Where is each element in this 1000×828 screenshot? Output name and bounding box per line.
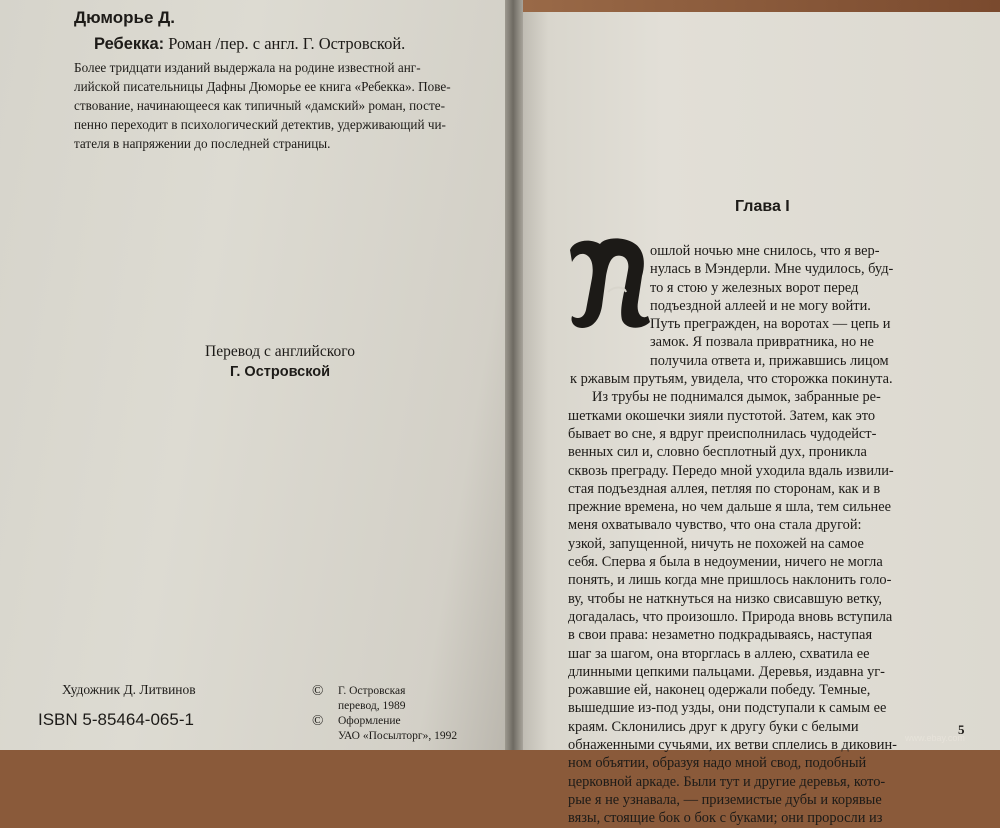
text-line: вязы, стоящие бок о бок с буками; они проросли из	[568, 810, 883, 827]
annotation-line: ствование, начинающееся как типичный «дамский» роман, посте-	[74, 98, 445, 113]
text-line: сквозь преграду. Передо мной уходила вдаль извили-	[568, 462, 894, 479]
text-line: узкой, запущенной, ничуть не похожей на самое	[568, 535, 864, 552]
annotation	[74, 58, 494, 153]
text-line: вышедшие из-под узды, они подступали к самым ее	[568, 700, 887, 717]
author-name: Дюморье Д.	[74, 8, 175, 27]
copyright-line: Г. Островская	[338, 685, 406, 697]
copyright-line: УАО «Посылторг», 1992	[338, 730, 458, 742]
page-number: 5	[958, 722, 965, 737]
text-line: нулась в Мэндерли. Мне чудилось, буд-	[650, 261, 894, 278]
text-line: меня охватывало чувство, что она стала другой:	[568, 517, 862, 534]
chapter-heading: Глава I	[735, 198, 790, 215]
annotation-line: лийской писательницы Дафны Дюморье ее книга «Ребекка». Пове-	[74, 79, 451, 94]
text-line: понять, и лишь когда мне пришлось наклонить голо-	[568, 572, 892, 589]
text-line: замок. Я позвала привратника, но не	[650, 334, 874, 351]
copyright-line: Оформление	[338, 715, 401, 727]
text-line: шаг за шагом, она вторглась в аллею, схватила ее	[568, 645, 870, 662]
copyright-icon: ©	[312, 683, 324, 699]
text-line: стая подъездная аллея, петляя по сторонам, как и в	[568, 480, 881, 497]
copyright-entry	[312, 714, 457, 744]
text-line: себя. Сперва я была в недоумении, ничего не могла	[568, 554, 883, 571]
copyright-entry	[312, 684, 457, 714]
copyright-block	[312, 684, 457, 744]
text-line: краям. Склонились друг к другу буки с белыми	[568, 718, 859, 735]
text-line: в свои права: незаметно подкрадываясь, наступая	[568, 627, 873, 644]
text-line: венных сил и, словно бесплотный дух, проникла	[568, 444, 867, 461]
book-gutter	[505, 0, 523, 750]
text-line: то я стою у железных ворот перед	[650, 279, 859, 296]
translation-credit	[160, 342, 400, 382]
watermark: www.ebay.com	[905, 733, 965, 743]
text-line: к ржавым прутьям, увидела, что сторожка покинута.	[570, 371, 893, 388]
book-title-line	[94, 34, 405, 54]
copyright-icon: ©	[312, 713, 324, 729]
text-line: шетками окошечки зияли пустотой. Затем, как это	[568, 407, 876, 424]
text-line: обнаженными сучьями, их ветви сплелись в диковин-	[568, 737, 897, 754]
text-line: прежние времена, но чем дальше я шла, тем сильнее	[568, 499, 891, 516]
translator-name: Г. Островской	[229, 364, 331, 380]
text-line: догадалась, что произошло. Природа вновь вступила	[568, 608, 893, 625]
text-line: рые я не узнавала, — приземистые дубы и корявые	[568, 791, 882, 808]
text-line: длинными цепкими пальцами. Деревья, издавна уг-	[568, 663, 885, 680]
text-line: церковной аркаде. Были тут и другие деревья, кото-	[568, 773, 886, 790]
isbn: ISBN 5-85464-065-1	[38, 710, 194, 729]
translation-label: Перевод с английского	[205, 343, 355, 360]
text-line: бывает во сне, я вдруг преисполнилась чудодейст-	[568, 425, 877, 442]
text-line: получила ответа и, прижавшись лицом	[650, 352, 889, 369]
text-line: ву, чтобы не наткнуться на низко свисавшую ветку,	[568, 590, 883, 607]
annotation-line: пенно переходит в психологический детектив, удерживающий чи-	[74, 117, 446, 132]
artist-credit: Художник Д. Литвинов	[62, 682, 196, 697]
book-title: Ребекка:	[94, 35, 165, 53]
text-line: рожавшие ей, наконец одержали победу. Темные,	[568, 682, 871, 699]
text-line: Путь прегражден, на воротах — цепь и	[650, 316, 891, 333]
book-title-details: Роман /пер. с англ. Г. Островской.	[164, 34, 406, 53]
table-surface	[512, 0, 1000, 12]
annotation-line: тателя в напряжении до последней страницы.	[74, 136, 331, 151]
copyright-line: перевод, 1989	[338, 700, 406, 712]
annotation-line: Более тридцати изданий выдержала на родине известной анг-	[74, 60, 421, 75]
text-line: Из трубы не поднимался дымок, забранные ре-	[592, 389, 881, 406]
text-line: подъездной аллеей и не могу войти.	[650, 297, 871, 314]
text-line: ошлой ночью мне снилось, что я вер-	[650, 243, 880, 259]
text-line: ном объятии, образуя надо мной свод, подобный	[568, 755, 867, 772]
